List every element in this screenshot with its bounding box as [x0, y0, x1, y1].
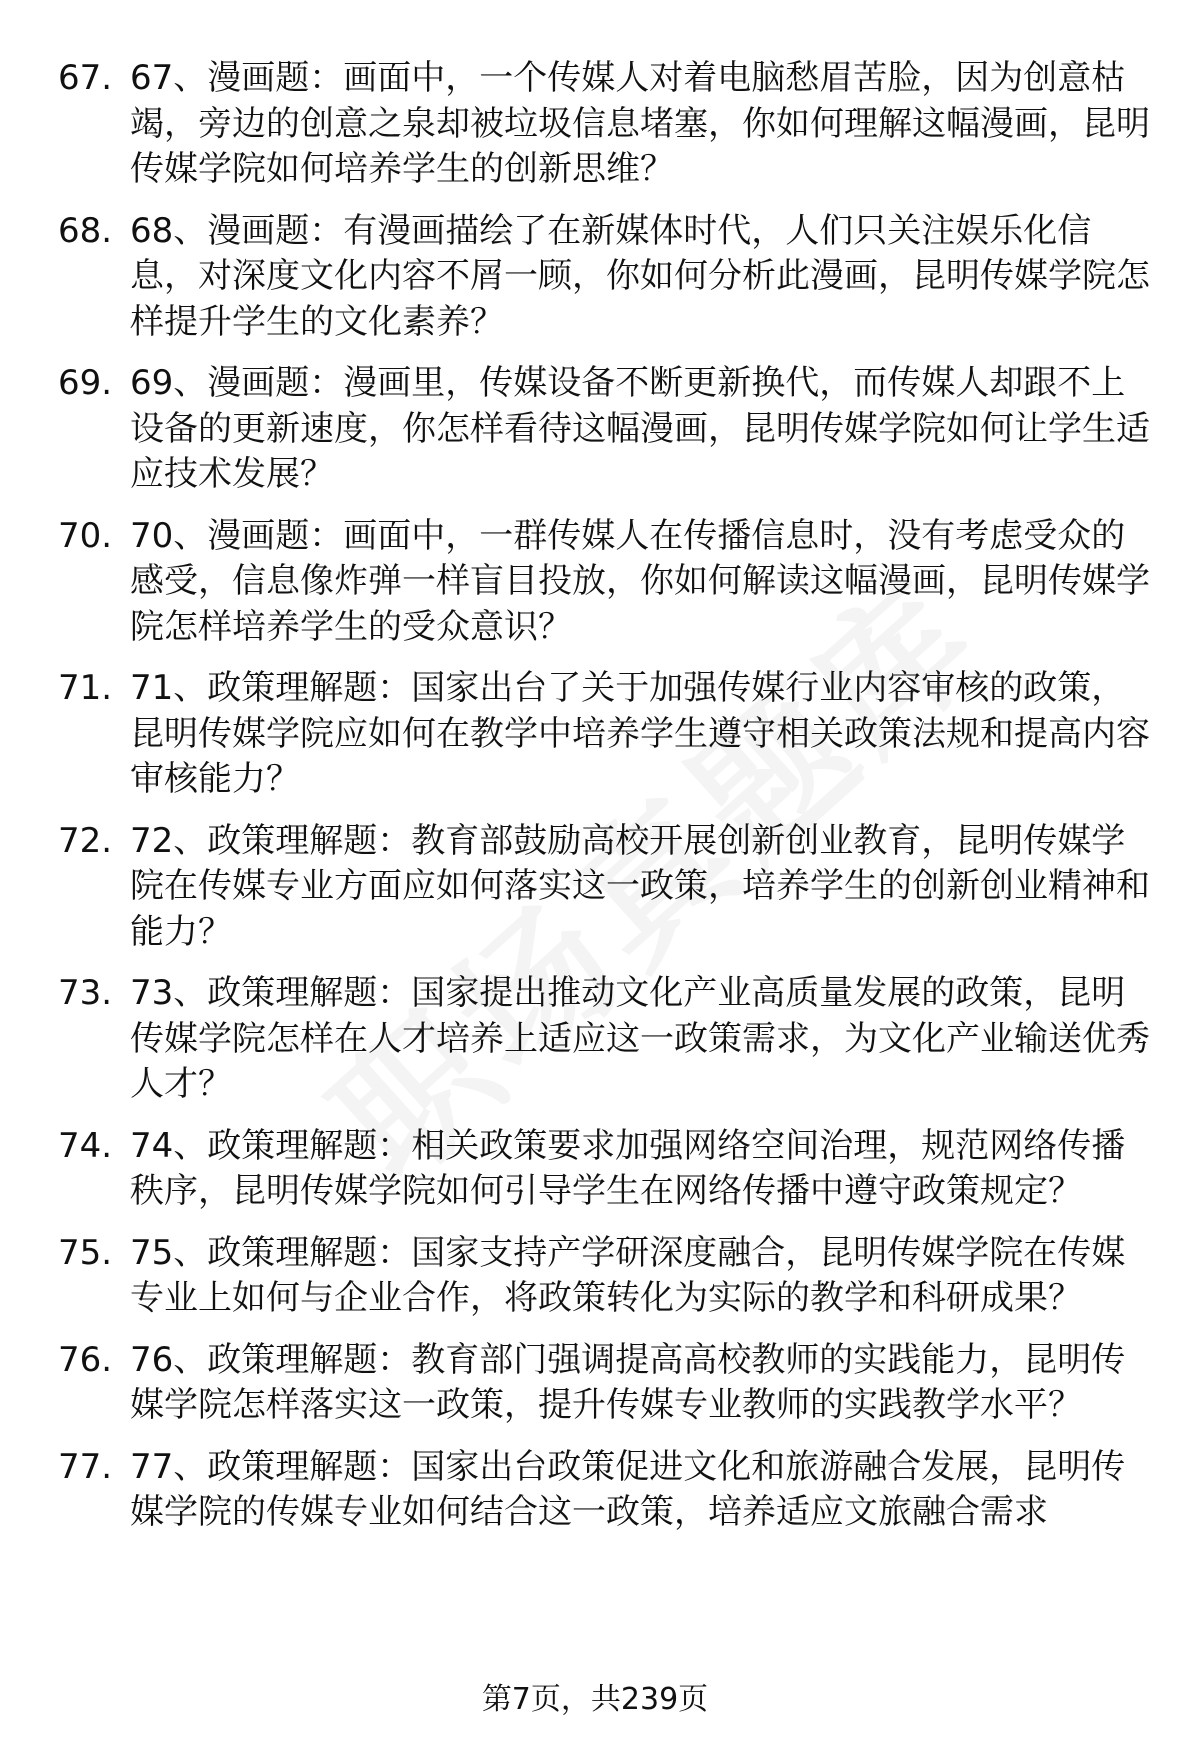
- question-item: [58, 1231, 1158, 1322]
- question-number: 77.: [58, 1446, 113, 1487]
- question-item: [58, 1338, 1158, 1429]
- question-number: 74.: [58, 1125, 113, 1166]
- question-number: 73.: [58, 973, 113, 1013]
- question-number: 72.: [58, 820, 113, 861]
- question-number: 75.: [58, 1232, 113, 1273]
- question-number: 67.: [58, 58, 113, 98]
- question-item: [58, 819, 1158, 956]
- question-text: 76、政策理解题：教育部门强调提高高校教师的实践能力，昆明传媒学院怎样落实这一政策，提升传媒专业教师的实践教学水平？: [130, 1339, 1126, 1425]
- question-text: 67、漫画题：画面中，一个传媒人对着电脑愁眉苦脸，因为创意枯竭，旁边的创意之泉却被垃圾信息堵塞，你如何理解这幅漫画，昆明传媒学院如何培养学生的创新思维？: [130, 58, 1150, 189]
- question-item: [58, 666, 1158, 803]
- question-text: 74、政策理解题：相关政策要求加强网络空间治理，规范网络传播秩序，昆明传媒学院如何引导学生在网络传播中遵守政策规定？: [130, 1125, 1126, 1211]
- question-text: 77、政策理解题：国家出台政策促进文化和旅游融合发展，昆明传媒学院的传媒专业如何结合这一政策，培养适应文旅融合需求: [130, 1446, 1126, 1532]
- question-item: [58, 1445, 1158, 1536]
- question-text: 68、漫画题：有漫画描绘了在新媒体时代，人们只关注娱乐化信息，对深度文化内容不屑一顾，你如何分析此漫画，昆明传媒学院怎样提升学生的文化素养？: [130, 210, 1150, 342]
- question-number: 70.: [58, 515, 113, 556]
- question-text: 70、漫画题：画面中，一群传媒人在传播信息时，没有考虑受众的感受，信息像炸弹一样盲目投放，你如何解读这幅漫画，昆明传媒学院怎样培养学生的受众意识？: [130, 515, 1150, 647]
- question-text: 73、政策理解题：国家提出推动文化产业高质量发展的政策，昆明传媒学院怎样在人才培养上适应这一政策需求，为文化产业输送优秀人才？: [130, 973, 1150, 1104]
- question-number: 69.: [58, 363, 113, 403]
- question-number: 71.: [58, 668, 113, 708]
- question-number: 76.: [58, 1339, 113, 1380]
- question-text: 71、政策理解题：国家出台了关于加强传媒行业内容审核的政策，昆明传媒学院应如何在教学中培养学生遵守相关政策法规和提高内容审核能力？: [130, 668, 1150, 799]
- question-item: [58, 514, 1158, 651]
- question-item: [58, 1124, 1158, 1215]
- question-text: 69、漫画题：漫画里，传媒设备不断更新换代，而传媒人却跟不上设备的更新速度，你怎样看待这幅漫画，昆明传媒学院如何让学生适应技术发展？: [130, 363, 1150, 494]
- question-number: 68.: [58, 210, 113, 251]
- question-item: [58, 209, 1158, 346]
- question-text: 75、政策理解题：国家支持产学研深度融合，昆明传媒学院在传媒专业上如何与企业合作，将政策转化为实际的教学和科研成果？: [130, 1232, 1126, 1318]
- question-item: [58, 361, 1158, 498]
- question-item: [58, 56, 1158, 193]
- question-text: 72、政策理解题：教育部鼓励高校开展创新创业教育，昆明传媒学院在传媒专业方面应如何落实这一政策，培养学生的创新创业精神和能力？: [130, 820, 1150, 952]
- question-item: [58, 971, 1158, 1108]
- page-number: 第7页，共239页: [481, 1682, 709, 1717]
- question-list: [58, 56, 1158, 1536]
